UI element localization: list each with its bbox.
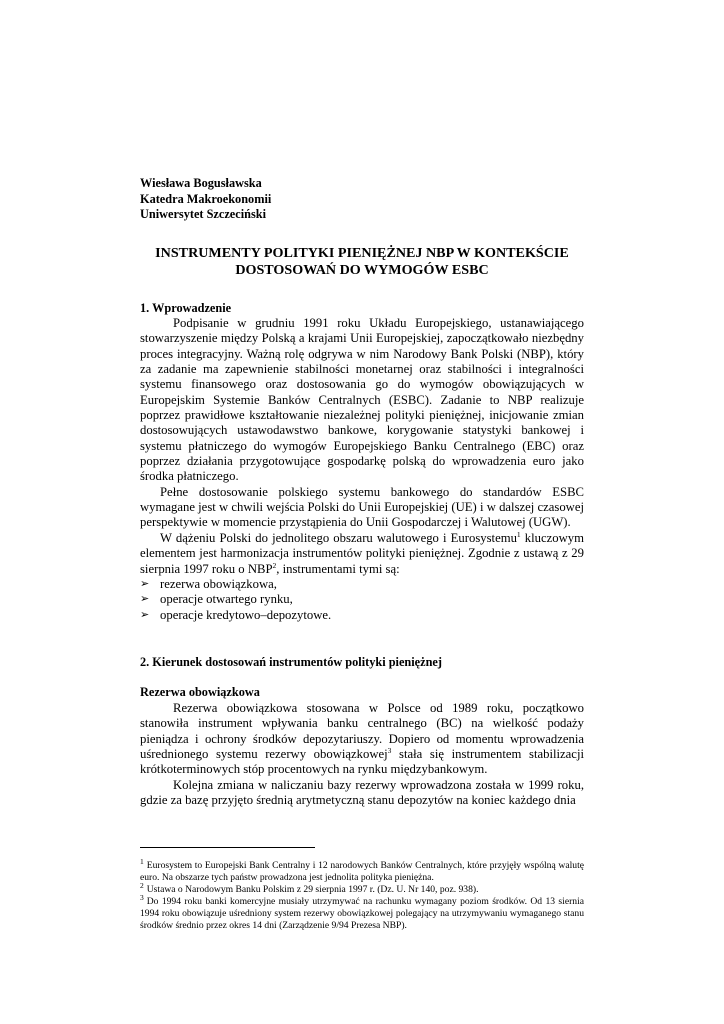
- paragraph-text: W dążeniu Polski do jednolitego obszaru walutowego i Eurosystemu: [160, 530, 517, 545]
- footnote-number: 1: [140, 857, 144, 867]
- instrument-list: [140, 577, 584, 623]
- footnote-1: [140, 857, 584, 884]
- paragraph-text: , instrumentami tymi są:: [276, 561, 400, 576]
- title-line-1: INSTRUMENTY POLITYKI PIENIĘŻNEJ NBP W KONTEKŚCIE: [155, 244, 569, 261]
- paper-title: [140, 245, 584, 279]
- arrow-bullet-icon: ➢: [140, 593, 150, 606]
- list-item: ➢ operacje kredytowo–depozytowe.: [140, 607, 332, 622]
- author-name: Wiesława Bogusławska: [140, 176, 262, 190]
- author-university: Uniwersytet Szczeciński: [140, 207, 267, 221]
- paragraph-text: stała się instrumentem stabilizacji krótkoterminowych stóp procentowych na rynku międzybankowym.: [140, 746, 584, 777]
- footnote-ref-2: 2: [272, 560, 277, 570]
- document-page: [140, 176, 584, 932]
- section-1-paragraph-1: Podpisanie w grudniu 1991 roku Układu Europejskiego, ustanawiającego stowarzyszenie między Polską a krajami Unii Europejskiej, zapoczątkowało niezbędny proces integracyjny. Ważną rolę odgrywa w nim Narodowy Bank Polski (NBP), który za zadanie ma zapewnienie stabilności monetarnej oraz stabilności i integralności systemu finansowego oraz dostosowania go do wymogów obowiązujących w Europejskim Systemie Banków Centralnych (ESBC). Zadanie to NBP realizuje poprzez prawidłowe kształtowanie niezależnej polityki pieniężnej, inicjowanie zmian dostosowujących ustawodawstwo bankowe, korygowanie statystyki bankowej i systemu płatniczego do wymogów Europejskiego Banku Centralnego (EBC) oraz poprzez działania przygotowujące gospodarkę polską do wprowadzenia euro jako środka płatniczego.: [140, 316, 584, 484]
- author-department: Katedra Makroekonomii: [140, 191, 272, 206]
- paragraph-text: kluczowym elementem jest harmonizacja instrumentów polityki pieniężnej. Zgodnie z ustawą z 29 sierpnia 1997 roku o NBP: [140, 530, 584, 576]
- subsection-heading: Rezerwa obowiązkowa: [140, 685, 260, 700]
- arrow-bullet-icon: ➢: [140, 577, 150, 590]
- section-1-heading: 1. Wprowadzenie: [140, 300, 232, 315]
- footnote-text: Do 1994 roku banki komercyjne musiały utrzymywać na rachunku wymagany poziom środków. Od 13 siernia 1994 roku obowiązuje uśredniony system rezerwy obowiązkowej polegający na utrzymywaniu wymaganego stanu środków średnio przez okres 14 dni (Zarządzenie 9/94 Prezesa NBP).: [140, 896, 584, 932]
- list-item: ➢ operacje otwartego rynku,: [140, 592, 293, 607]
- footnote-number: 3: [140, 893, 144, 903]
- paragraph-text: Rezerwa obowiązkowa stosowana w Polsce od 1989 roku, początkowo stanowiła instrument wpływania banku centralnego (BC) na wielkość podaży pieniądza i ochrony środków depozytariuszy. Dopiero od momentu wprowadzenia uśrednionego systemu rezerwy obowiązkowej: [140, 700, 584, 761]
- footnote-number: 2: [140, 881, 144, 891]
- footnote-3: [140, 893, 584, 932]
- footnote-text: Eurosystem to Europejski Bank Centralny i 12 narodowych Banków Centralnych, które przyjęły wspólną walutę euro. Na obszarze tych państw prowadzona jest jednolita polityka pieniężna.: [140, 860, 584, 884]
- list-item: ➢ rezerwa obowiązkowa,: [140, 576, 277, 591]
- section-2-paragraph-1: [140, 701, 584, 778]
- footnote-text: Ustawa o Narodowym Banku Polskim z 29 sierpnia 1997 r. (Dz. U. Nr 140, poz. 938).: [146, 884, 479, 896]
- section-1-paragraph-2: Pełne dostosowanie polskiego systemu bankowego do standardów ESBC wymagane jest w chwili wejścia Polski do Unii Europejskiej (UE) i w dalszej czasowej perspektywie w momencie przystąpienia do Unii Gospodarczej i Walutowej (UGW).: [140, 484, 584, 530]
- section-1-paragraph-3: [140, 531, 584, 577]
- section-2-heading: 2. Kierunek dostosowań instrumentów polityki pieniężnej: [140, 654, 442, 669]
- footnote-ref-3: 3: [387, 745, 392, 755]
- title-line-2: DOSTOSOWAŃ DO WYMOGÓW ESBC: [235, 261, 489, 278]
- section-2-paragraph-2: Kolejna zmiana w naliczaniu bazy rezerwy wprowadzona została w 1999 roku, gdzie za bazę przyjęto średnią arytmetyczną stanu depozytów na koniec każdego dnia: [140, 777, 584, 807]
- arrow-bullet-icon: ➢: [140, 608, 150, 621]
- footnote-ref-1: 1: [516, 529, 521, 539]
- author-block: [140, 176, 584, 223]
- footnote-2: [140, 881, 584, 896]
